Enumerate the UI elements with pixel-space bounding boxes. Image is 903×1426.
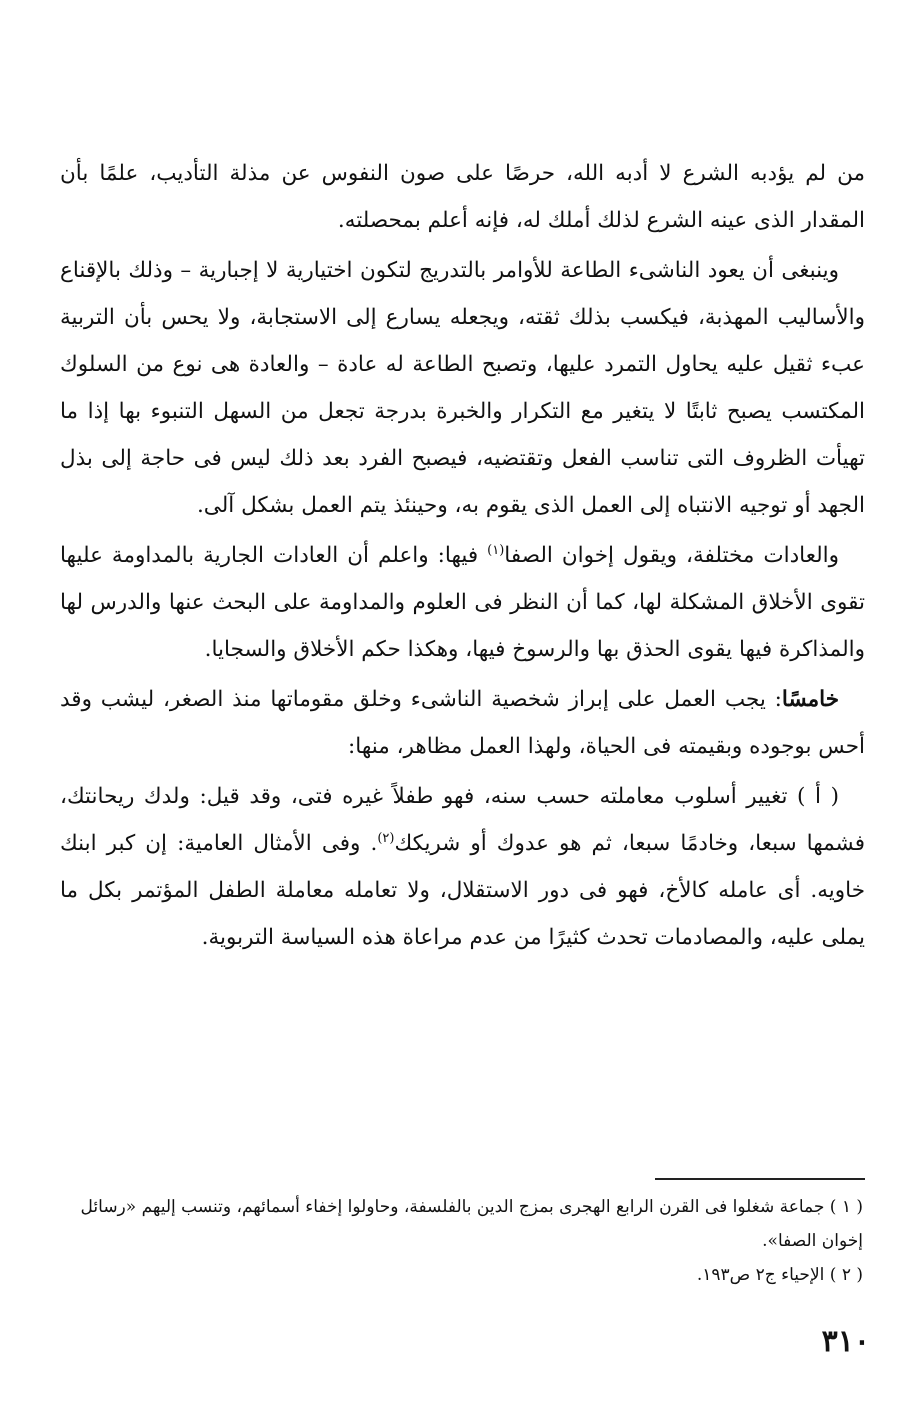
footnote-2: ( ٢ ) الإحياء ج٢ ص١٩٣. [696, 1265, 863, 1285]
paragraph-1-text: من لم يؤدبه الشرع لا أدبه الله، حرصًا على صون النفوس عن مذلة التأديب، علمًا بأن المقدار الذى عينه الشرع لذلك أملك له، فإنه أعلم بمحصلته. [60, 161, 865, 233]
paragraph-2-text: وينبغى أن يعود الناشىء الطاعة للأوامر بالتدريج لتكون اختيارية لا إجبارية – وذلك بالإقناع والأساليب المهذبة، فيكسب بذلك ثقته، ويجعله يسارع إلى الاستجابة، ولا يحس بأن التربية عبء ثقيل عليه يحاول التمرد عليها، وتصبح الطاعة له عادة – والعادة هى نوع من السلوك المكتسب يصبح ثابتًا لا يتغير مع التكرار والخبرة بدرجة تجعل من السهل التنبوء بها إذا ما تهيأت الظروف التى تناسب الفعل وتقتضيه، فيصبح الفرد بعد ذلك ليس فى حاجة إلى بذل الجهد أو توجيه الانتباه إلى العمل الذى يقوم به، وحينئذ يتم العمل بشكل آلى. [60, 258, 865, 518]
footnote-ref-2: (٢) [377, 830, 395, 846]
paragraph-5 [60, 773, 865, 961]
paragraph-3-text-before-note: والعادات مختلفة، ويقول إخوان الصفا [504, 543, 840, 568]
main-text [60, 150, 865, 964]
footnote-ref-1: (١) [487, 542, 505, 558]
paragraph-4-text: : يجب العمل على إبراز شخصية الناشىء وخلق مقوماتها منذ الصغر، ليشب وقد أحس بوجوده وبقيمته فى الحياة، ولهذا العمل مظاهر، منها: [60, 687, 865, 759]
section-lead-fifth: خامسًا [781, 687, 839, 712]
paragraph-3-text: فيها: واعلم أن العادات الجارية بالمداومة عليها تقوى الأخلاق المشكلة لها، كما أن النظر فى العلوم والمداومة على البحث عنها والدرس لها والمذاكرة فيها يقوى الحذق بها والرسوخ فيها، وهكذا حكم الأخلاق والسجايا. [60, 543, 865, 662]
paragraph-5-text: . وفى الأمثال العامية: إن كبر ابنك خاويه. أى عامله كالأخ، فهو فى دور الاستقلال، ولا تعامله معاملة الطفل المؤتمر بكل ما يملى عليه، والمصادمات تحدث كثيرًا من عدم مراعاة هذه السياسة التربوية. [60, 831, 865, 950]
paragraph-3 [60, 532, 865, 673]
paragraph-2 [60, 247, 865, 529]
footnote-separator [655, 1178, 865, 1180]
footnotes [55, 1190, 863, 1292]
footnote-1: ( ١ ) جماعة شغلوا فى القرن الرابع الهجرى بمزج الدين بالفلسفة، وحاولوا إخفاء أسمائهم، وتنسب إليهم «رسائل إخوان الصفا». [80, 1197, 863, 1251]
page-number: ٣١٠ [821, 1324, 870, 1359]
paragraph-4 [60, 676, 865, 770]
paragraph-1 [60, 150, 865, 244]
paragraph-5-text-before-note: ( أ ) تغيير أسلوب معاملته حسب سنه، فهو طفلاً غيره فتى، وقد قيل: ولدك ريحانتك، فشمها سبعا، وخادمًا سبعا، ثم هو عدوك أو شريكك [60, 784, 866, 856]
